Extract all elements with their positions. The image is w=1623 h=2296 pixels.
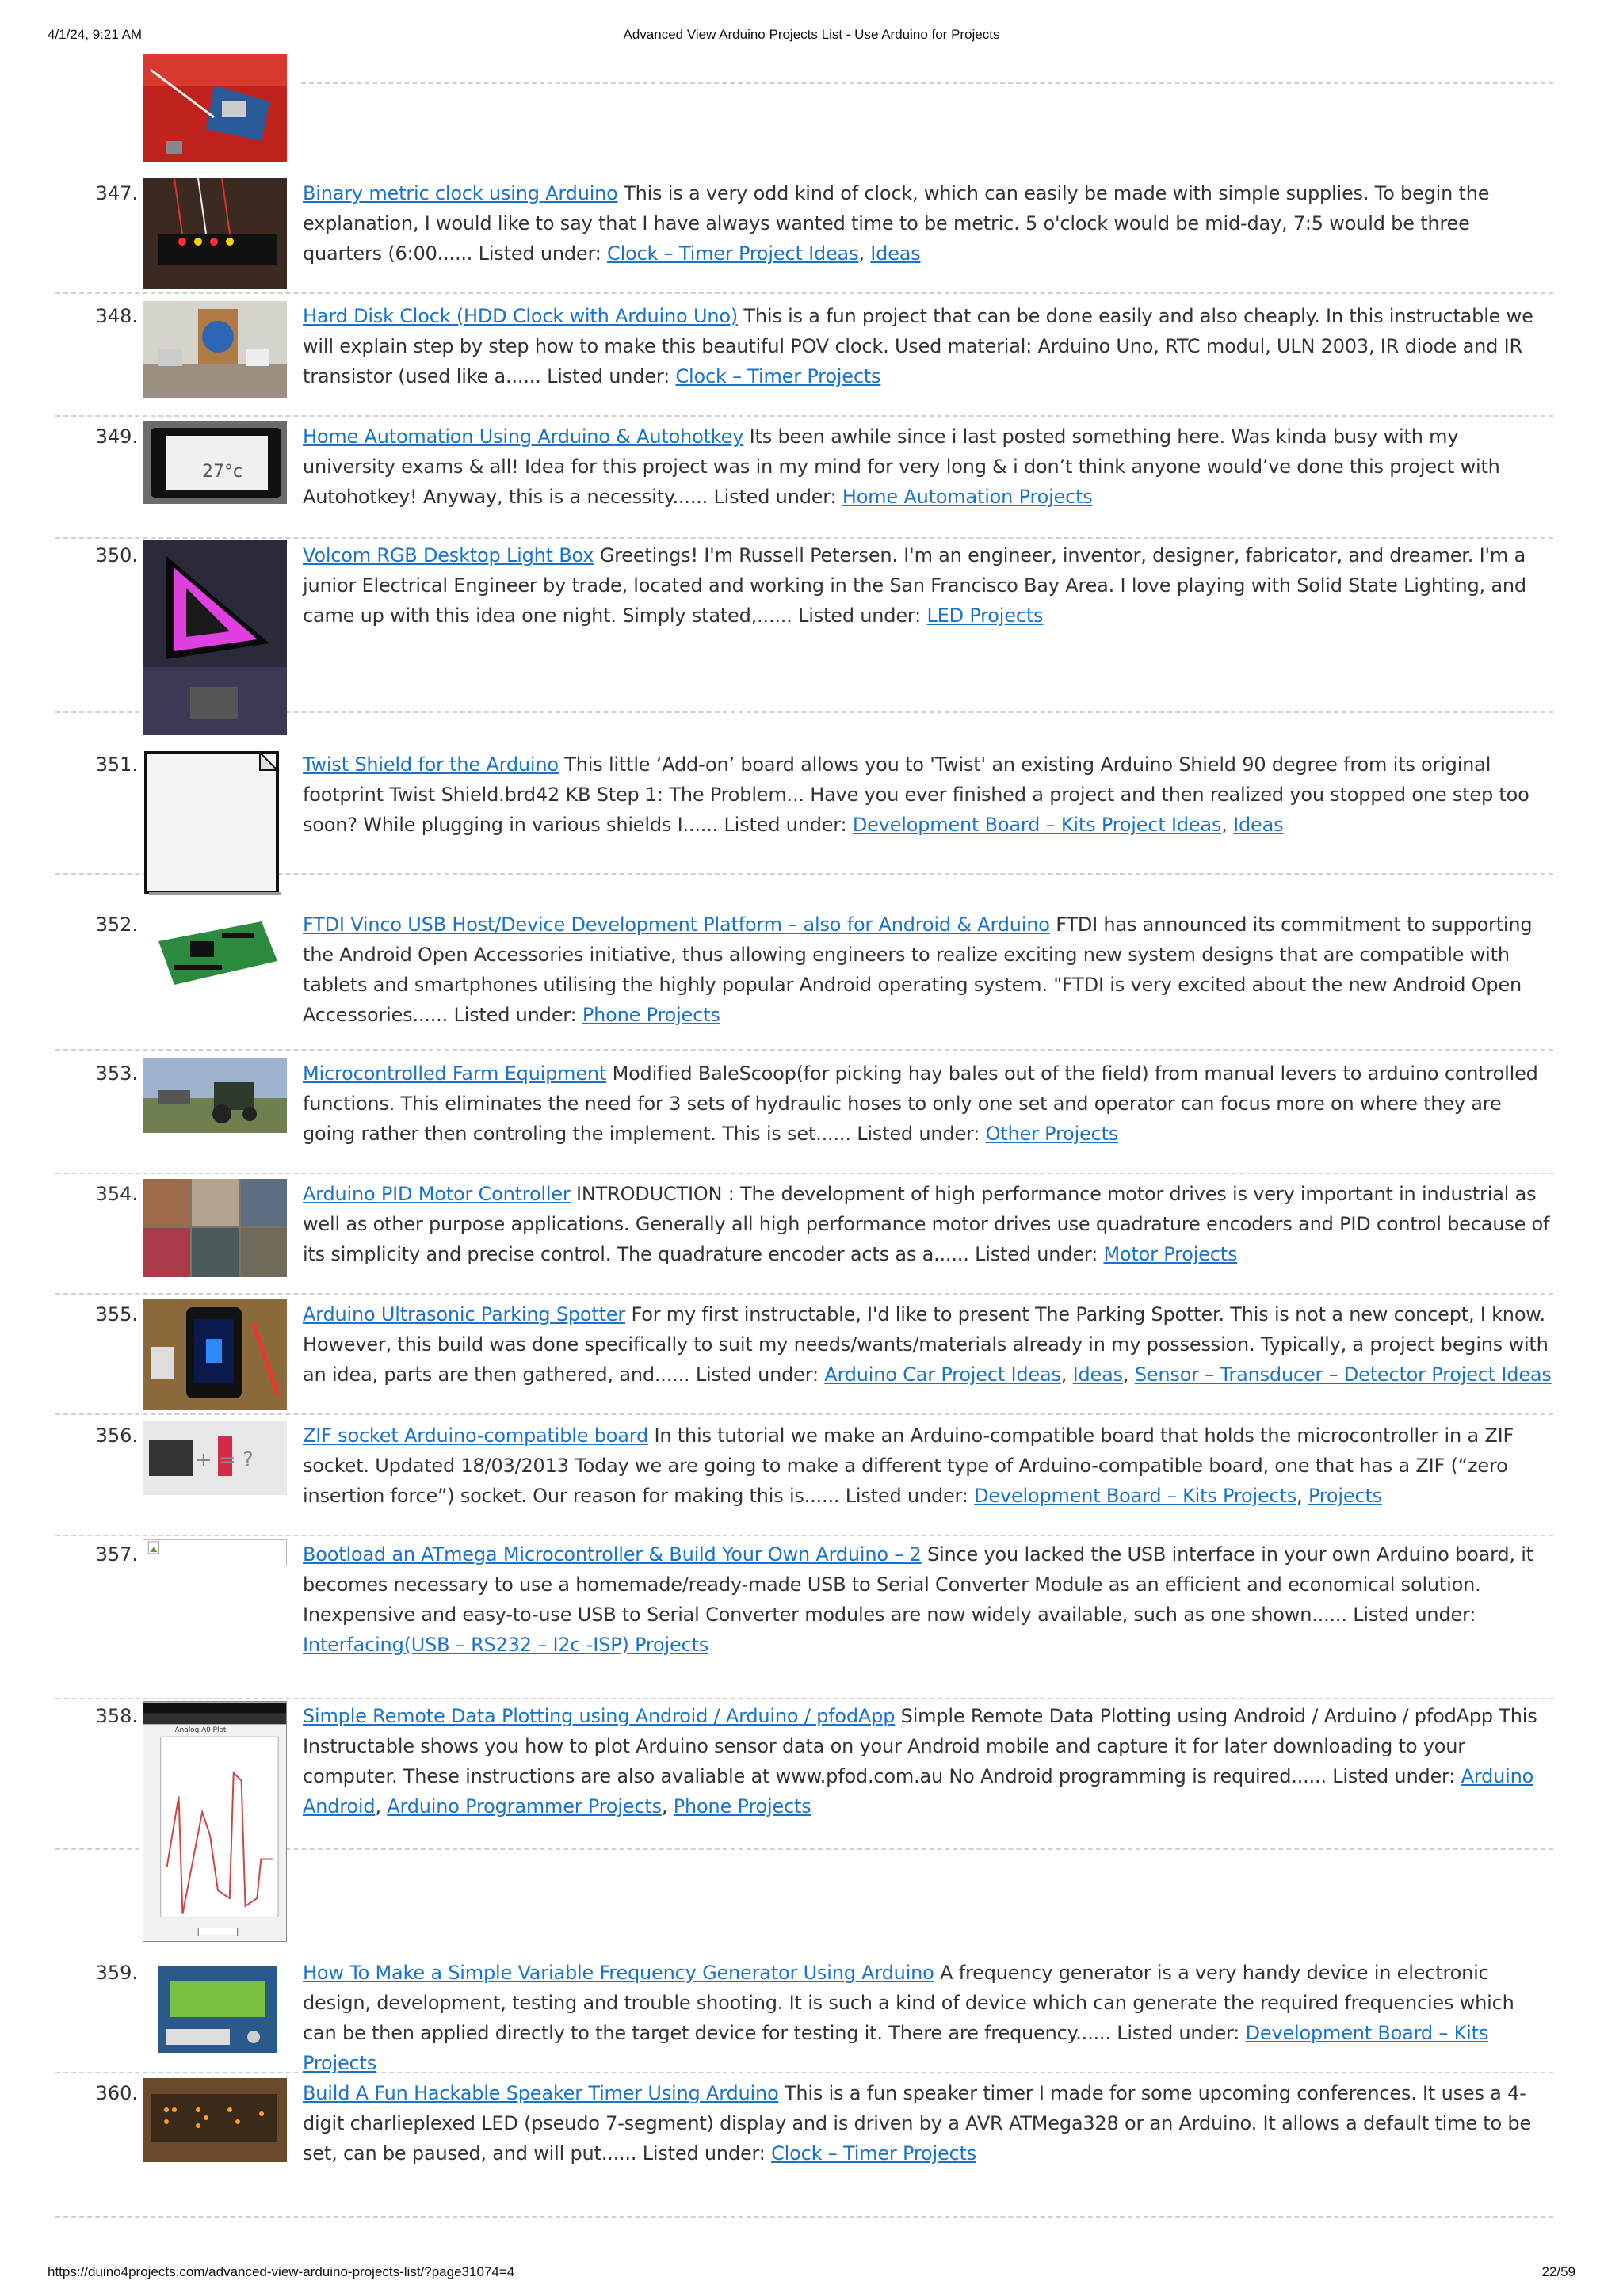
list-item [55, 910, 1553, 1051]
item-thumbnail[interactable] [143, 1058, 287, 1133]
item-description: Binary metric clock using Arduino This is a very odd kind of clock, which can easily be made with simple supplies. To begin the explanation, I would like to say that I have always wanted time to be metric. 5 o'clock would be mid-day, 7:5 would be three quarters (6:00...... Listed under: Clock – Timer Project Ideas, Ideas [303, 182, 1490, 265]
category-link[interactable]: Ideas [1233, 814, 1284, 836]
print-page-title: Advanced View Arduino Projects List - Use Arduino for Projects [623, 27, 1000, 42]
item-title-link[interactable]: Bootload an ATmega Microcontroller & Build Your Own Arduino – 2 [303, 1543, 922, 1566]
item-title-link[interactable]: Arduino Ultrasonic Parking Spotter [303, 1303, 626, 1325]
list-item [55, 1958, 1553, 2073]
print-datetime: 4/1/24, 9:21 AM [48, 27, 143, 42]
print-page-number: 22/59 [1541, 2264, 1575, 2279]
item-summary: Since you lacked the USB interface in your own Arduino board, it becomes necessary to use a homemade/ready-made USB to Serial Converter Module as an efficient and economical solution. Inexpensive and easy-to-use USB to Serial Converter modules are now widely available, such as one shown...... [303, 1543, 1533, 1626]
print-header [48, 27, 1575, 46]
category-link[interactable]: Clock – Timer Project Ideas [607, 242, 859, 265]
item-thumbnail[interactable] [143, 178, 287, 289]
listed-under-label: Listed under: [857, 1123, 980, 1145]
item-title-link[interactable]: Simple Remote Data Plotting using Android / Arduino / pfodApp [303, 1705, 896, 1727]
item-thumbnail[interactable] [143, 1958, 287, 2067]
item-description: Simple Remote Data Plotting using Android / Arduino / pfodApp Simple Remote Data Plotting using Android / Arduino / pfodApp This Instructable shows you how to plot Arduino sensor data on your Android mobile and capture it for later downloading to your computer. These instructions are also avaliable at www.pfod.com.au No Android programming is required...... Listed under: Arduino Android, Arduino Programmer Projects, Phone Projects [303, 1705, 1537, 1817]
category-link[interactable]: Arduino Android [303, 1765, 1534, 1817]
item-number: 356. [95, 1425, 138, 1447]
category-link[interactable]: Motor Projects [1103, 1243, 1238, 1265]
item-description [303, 2078, 1553, 2168]
prev-item-thumbnail [143, 54, 287, 162]
item-number: 353. [95, 1062, 138, 1085]
item-description: Arduino Ultrasonic Parking Spotter For my first instructable, I'd like to present The Parking Spotter. This is not a new concept, I know. However, this build was done specifically to suit my needs/wants/materials already in my possession. Typically, a project begins with an idea, parts are then gathered, and...... Listed under: Arduino Car Project Ideas, Ideas, Sensor – Transducer – Detector Project Ideas [303, 1303, 1552, 1386]
list-item [55, 421, 1553, 539]
category-link[interactable]: Arduino Car Project Ideas [824, 1363, 1061, 1386]
category-link[interactable]: Ideas [870, 242, 921, 265]
list-item [55, 178, 1553, 294]
item-thumbnail[interactable] [143, 1179, 287, 1277]
category-link[interactable]: Other Projects [985, 1123, 1119, 1145]
item-title-link[interactable]: Twist Shield for the Arduino [303, 753, 559, 776]
item-number: 347. [95, 182, 138, 204]
category-link[interactable]: Development Board – Kits Project Ideas [852, 814, 1222, 836]
list-item [55, 1421, 1553, 1536]
thumb-plot-title: Analog A0 Plot [174, 1726, 227, 1735]
prev-item-divider [301, 82, 1553, 84]
list-item [55, 1539, 1553, 1699]
listed-under-label: Listed under: [1332, 1765, 1456, 1787]
item-title-link[interactable]: ZIF socket Arduino-compatible board [303, 1425, 649, 1447]
listed-under-label: Listed under: [713, 486, 837, 508]
item-title-link[interactable]: FTDI Vinco USB Host/Device Development Platform – also for Android & Arduino [303, 913, 1050, 936]
category-link[interactable]: Development Board – Kits Projects [974, 1485, 1297, 1507]
item-thumbnail[interactable] [143, 1299, 287, 1410]
category-link[interactable]: Ideas [1072, 1363, 1123, 1386]
item-number: 357. [95, 1543, 138, 1566]
print-url: https://duino4projects.com/advanced-view-arduino-projects-list/?page31074=4 [48, 2264, 515, 2279]
item-thumbnail[interactable] [143, 910, 287, 995]
list-item [55, 301, 1553, 417]
item-description [303, 1958, 1553, 2078]
item-summary: INTRODUCTION : The development of high performance motor drives is very important in industrial as well as other purpose applications. Generally all high performance motor drives use quadrature encoders and PID control because of its simplicity and precise control. The quadrature encoder acts as a...... [303, 1183, 1550, 1265]
list-item [55, 1299, 1553, 1415]
item-summary: A frequency generator is a very handy device in electronic design, development, testing and trouble shooting. It is such a kind of device which can generate the required frequencies which can be then applied directly to the target device for testing it. There are frequency...... [303, 1962, 1514, 2044]
item-thumbnail[interactable] [143, 1421, 287, 1495]
item-number: 350. [95, 544, 138, 566]
item-description [303, 421, 1553, 512]
thumb-equation-text: + = ? [195, 1448, 254, 1472]
item-thumbnail[interactable] [143, 540, 287, 735]
list-item [55, 749, 1553, 875]
item-number: 352. [95, 913, 138, 936]
item-number: 358. [95, 1705, 138, 1727]
item-number: 348. [95, 305, 138, 327]
category-link[interactable]: Clock – Timer Projects [675, 365, 881, 387]
item-description [303, 910, 1553, 1030]
item-title-link[interactable]: Microcontrolled Farm Equipment [303, 1062, 607, 1085]
item-thumbnail[interactable] [143, 301, 287, 398]
item-number: 360. [95, 2082, 138, 2104]
item-thumbnail[interactable] [143, 421, 287, 504]
item-description [303, 1058, 1553, 1149]
print-footer [48, 2264, 1575, 2283]
item-description [303, 540, 1553, 631]
category-link[interactable]: Phone Projects [673, 1795, 812, 1817]
category-link[interactable]: Clock – Timer Projects [771, 2142, 977, 2164]
item-summary: In this tutorial we make an Arduino-compatible board that holds the microcontroller in a ZIF socket. Updated 18/03/2013 Today we are going to make a different type of Arduino-compatible board, one that has a ZIF (“zero insertion force”) socket. Our reason for making this is...... [303, 1425, 1514, 1507]
item-summary: Modified BaleScoop(for picking hay bales out of the field) from manual levers to arduino controlled functions. This eliminates the need for 3 sets of hydraulic hoses to only one set and operator can focus more on where they are going rather then controling the implement. This is set...... [303, 1062, 1538, 1145]
listed-under-label: Listed under: [453, 1004, 577, 1026]
item-title-link[interactable]: Build A Fun Hackable Speaker Timer Using Arduino [303, 2082, 779, 2104]
item-summary: Greetings! I'm Russell Petersen. I'm an engineer, inventor, designer, fabricator, and dreamer. I'm a junior Electrical Engineer by trade, located and working in the San Francisco Bay Area. I love playing with Solid State Lighting, and came up with this idea one night. Simply stated,...... [303, 544, 1526, 627]
item-thumbnail[interactable] [143, 2078, 287, 2162]
item-thumbnail-placeholder[interactable] [143, 749, 287, 897]
item-title-link[interactable]: Volcom RGB Desktop Light Box [303, 544, 594, 566]
item-description: ZIF socket Arduino-compatible board In this tutorial we make an Arduino-compatible board that holds the microcontroller in a ZIF socket. Updated 18/03/2013 Today we are going to make a different type of Arduino-compatible board, one that has a ZIF (“zero insertion force”) socket. Our reason for making this is...... Listed under: Development Board – Kits Projects, Projects [303, 1425, 1514, 1507]
category-link[interactable]: Sensor – Transducer – Detector Project Ideas [1134, 1363, 1552, 1386]
item-title-link[interactable]: Home Automation Using Arduino & Autohotkey [303, 425, 744, 448]
item-number: 359. [95, 1962, 138, 1984]
item-description: Twist Shield for the Arduino This little ‘Add-on’ board allows you to 'Twist' an existing Arduino Shield 90 degree from its original footprint Twist Shield.brd42 KB Step 1: The Problem... Have you ever finished a project and then realized you stopped one step too soon? While plugging in various shields I...... Listed under: Development Board – Kits Project Ideas, Ideas [303, 753, 1529, 836]
item-summary: FTDI has announced its commitment to supporting the Android Open Accessories initiative, thus allowing engineers to realize exciting new system designs that are compatible with tablets and smartphones utilising the highly popular Android operating system. "FTDI is very excited about the new Android Open Accessories...... [303, 913, 1533, 1026]
item-number: 351. [95, 753, 138, 776]
category-link[interactable]: Projects [1308, 1485, 1382, 1507]
category-link[interactable]: Development Board – Kits Projects [303, 2022, 1489, 2074]
item-summary: Simple Remote Data Plotting using Android / Arduino / pfodApp This Instructable shows you how to plot Arduino sensor data on your Android mobile and capture it for later downloading to your computer. These instructions are also avaliable at www.pfod.com.au No Android programming is required...... [303, 1705, 1537, 1787]
item-summary: This is a very odd kind of clock, which can easily be made with simple supplies. To begin the explanation, I would like to say that I have always wanted time to be metric. 5 o'clock would be mid-day, 7:5 would be three quarters (6:00...... [303, 182, 1490, 265]
list-item [55, 1701, 1553, 1850]
listed-under-label: Listed under: [547, 365, 670, 387]
list-item [55, 1058, 1553, 1174]
item-description [303, 1179, 1553, 1269]
item-summary: This little ‘Add-on’ board allows you to 'Twist' an existing Arduino Shield 90 degree from its original footprint Twist Shield.brd42 KB Step 1: The Problem... Have you ever finished a project and then realized you stopped one step too soon? While plugging in various shields I...... [303, 753, 1529, 836]
category-link[interactable]: Interfacing(USB – RS232 – I2c -ISP) Projects [303, 1634, 709, 1656]
category-link[interactable]: Home Automation Projects [842, 486, 1093, 508]
listed-under-label: Listed under: [1353, 1604, 1476, 1626]
category-link[interactable]: Arduino Programmer Projects [387, 1795, 662, 1817]
item-number: 349. [95, 425, 138, 448]
listed-under-label: Listed under: [845, 1485, 968, 1507]
listed-under-label: Listed under: [478, 242, 601, 265]
item-title-link[interactable]: Arduino PID Motor Controller [303, 1183, 571, 1205]
thumb-temperature-text: 27°c [202, 462, 243, 482]
item-thumbnail[interactable] [143, 1701, 287, 1942]
item-number: 355. [95, 1303, 138, 1325]
item-summary: This is a fun project that can be done easily and also cheaply. In this instructable we will explain step by step how to make this beautiful POV clock. Used material: Arduino Uno, RTC modul, ULN 2003, IR diode and IR transistor (used like a...... [303, 305, 1533, 387]
listed-under-label: Listed under: [695, 1363, 819, 1386]
item-description [303, 301, 1553, 391]
item-title-link[interactable]: Hard Disk Clock (HDD Clock with Arduino Uno) [303, 305, 738, 327]
item-title-link[interactable]: How To Make a Simple Variable Frequency Generator Using Arduino [303, 1962, 934, 1984]
list-item [55, 1179, 1553, 1295]
item-number: 354. [95, 1183, 138, 1205]
listed-under-label: Listed under: [1117, 2022, 1240, 2044]
list-item [55, 540, 1553, 713]
item-description [303, 1539, 1553, 1660]
list-item [55, 2078, 1553, 2218]
listed-under-label: Listed under: [975, 1243, 1098, 1265]
item-title-link[interactable]: Binary metric clock using Arduino [303, 182, 618, 204]
item-summary: Its been awhile since i last posted something here. Was kinda busy with my university exams & all! Idea for this project was in my mind for very long & i don’t think anyone would’ve done this project with Autohotkey! Anyway, this is a necessity...... [303, 425, 1500, 508]
category-link[interactable]: Phone Projects [582, 1004, 720, 1026]
item-summary: For my first instructable, I'd like to present The Parking Spotter. This is not a new concept, I know. However, this build was done specifically to suit my needs/wants/materials already in my possession. Typically, a project begins with an idea, parts are then gathered, and...... [303, 1303, 1549, 1386]
listed-under-label: Listed under: [642, 2142, 766, 2164]
category-link[interactable]: LED Projects [926, 605, 1044, 627]
listed-under-label: Listed under: [724, 814, 847, 836]
item-summary: This is a fun speaker timer I made for some upcoming conferences. It uses a 4-digit charlieplexed LED (pseudo 7-segment) display and is driven by a AVR ATMega328 or an Arduino. It allows a default time to be set, can be paused, and will put...... [303, 2082, 1532, 2164]
listed-under-label: Listed under: [798, 605, 922, 627]
item-thumbnail-broken[interactable] [143, 1539, 287, 1566]
